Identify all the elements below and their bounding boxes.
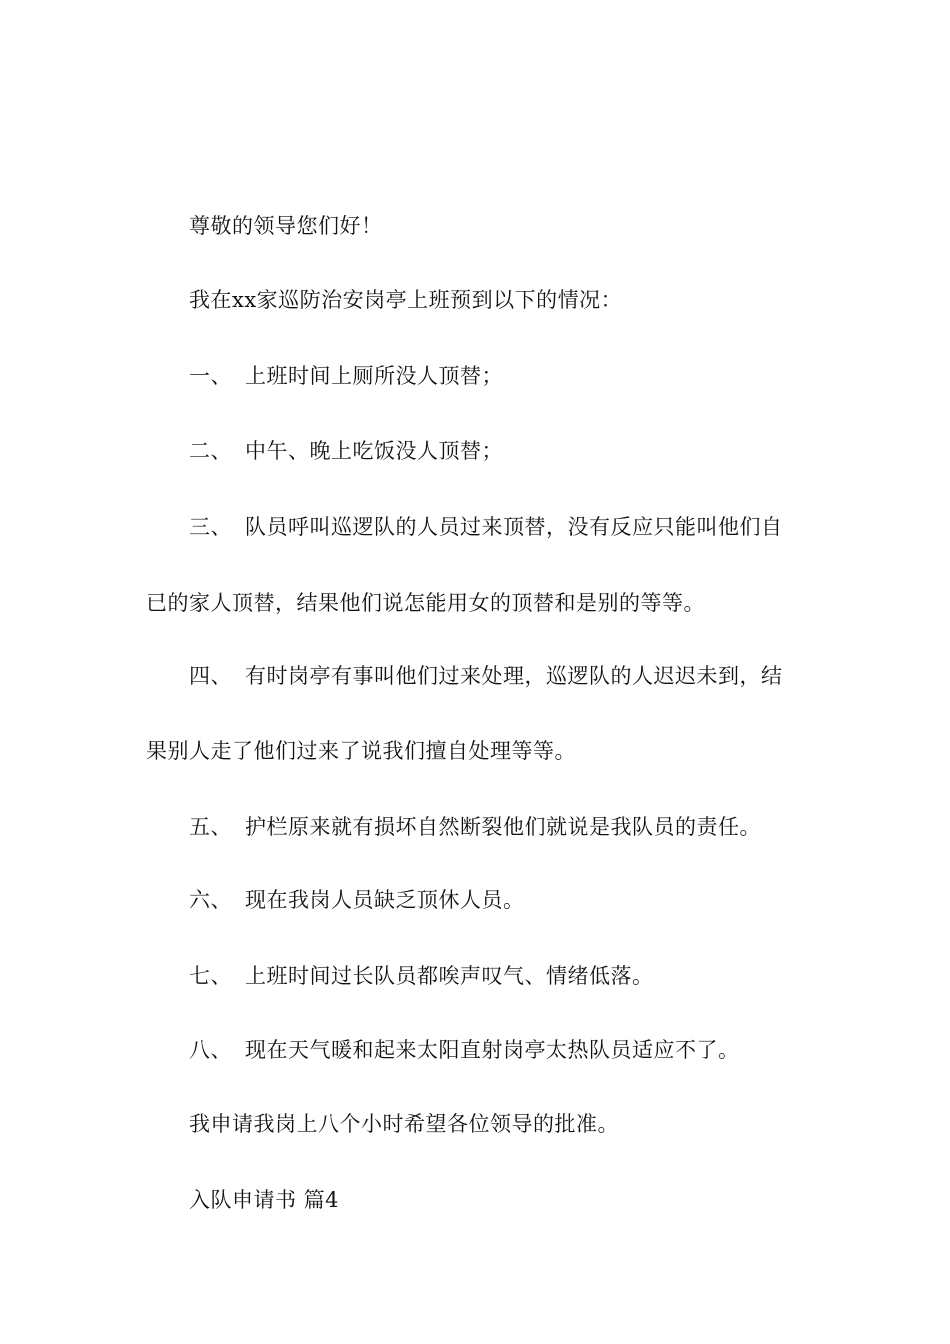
list-item: [189, 436, 869, 466]
item-continuation: 已的家人顶替，结果他们说怎能用女的顶替和是别的等等。: [146, 591, 705, 615]
list-item: [189, 1035, 869, 1065]
item-number: 八、: [189, 1038, 232, 1062]
list-item: [189, 661, 869, 691]
salutation: 尊敬的领导您们好！: [189, 214, 383, 238]
item-number: 一、: [189, 364, 232, 388]
item-text: 队员呼叫巡逻队的人员过来顶替，没有反应只能叫他们自: [245, 515, 783, 539]
item-number: 六、: [189, 888, 232, 912]
list-item: [189, 961, 869, 991]
request-paragraph: 我申请我岗上八个小时希望各位领导的批准。: [189, 1112, 619, 1136]
item-number: 三、: [189, 515, 232, 539]
list-item: [189, 512, 869, 542]
item-number: 五、: [189, 815, 232, 839]
list-item: [189, 361, 869, 391]
item-number: 四、: [189, 664, 232, 688]
item-text: 有时岗亭有事叫他们过来处理，巡逻队的人迟迟未到，结: [245, 664, 783, 688]
item-text: 上班时间过长队员都唉声叹气、情绪低落。: [245, 964, 654, 988]
item-continuation: 果别人走了他们过来了说我们擅自处理等等。: [146, 739, 576, 763]
item-text: 现在我岗人员缺乏顶休人员。: [245, 888, 525, 912]
item-text: 中午、晚上吃饭没人顶替；: [245, 439, 503, 463]
item-number: 七、: [189, 964, 232, 988]
item-text: 上班时间上厕所没人顶替；: [245, 364, 503, 388]
item-text: 护栏原来就有损坏自然断裂他们就说是我队员的责任。: [245, 815, 761, 839]
item-number: 二、: [189, 439, 232, 463]
item-text: 现在天气暖和起来太阳直射岗亭太热队员适应不了。: [245, 1038, 740, 1062]
section-heading: 入队申请书 篇4: [189, 1188, 340, 1212]
list-item: [189, 812, 869, 842]
list-item: [189, 885, 869, 915]
intro-paragraph: 我在xx家巡防治安岗亭上班预到以下的情况：: [189, 288, 623, 312]
